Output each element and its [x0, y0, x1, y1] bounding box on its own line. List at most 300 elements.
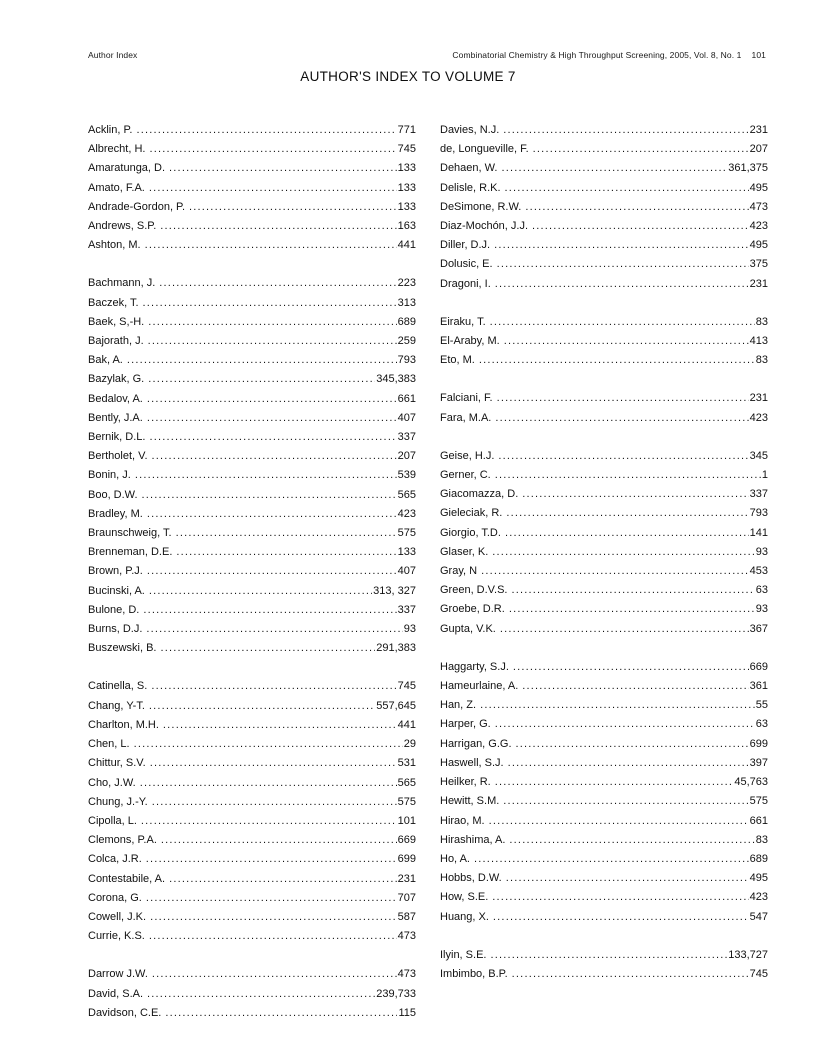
- page-ref: 587: [397, 910, 416, 923]
- dot-leader: [509, 831, 754, 850]
- author-name: Glaser, K.: [440, 545, 489, 558]
- page-ref: 375: [749, 258, 768, 271]
- index-entry: [88, 351, 416, 370]
- author-name: Hirao, M.: [440, 814, 485, 827]
- author-name: Bucinski, A.: [88, 584, 145, 597]
- page-ref: 495: [749, 239, 768, 252]
- author-name: Davidson, C.E.: [88, 1006, 162, 1019]
- index-entry: [88, 812, 416, 831]
- page-ref: 345: [749, 449, 768, 462]
- index-entry: [440, 888, 768, 907]
- index-entry: [88, 870, 416, 889]
- author-name: Bachmann, J.: [88, 277, 156, 290]
- dot-leader: [176, 543, 396, 562]
- dot-leader: [492, 888, 748, 907]
- dot-leader: [522, 677, 748, 696]
- author-group: [440, 946, 768, 984]
- index-entry: [440, 831, 768, 850]
- index-entry: [88, 409, 416, 428]
- author-name: Green, D.V.S.: [440, 584, 508, 597]
- dot-leader: [506, 869, 749, 888]
- dot-leader: [146, 620, 402, 639]
- dot-leader: [152, 447, 397, 466]
- dot-leader: [505, 524, 749, 543]
- page-ref: 557,645: [376, 699, 416, 712]
- page-ref: 495: [749, 872, 768, 885]
- dot-leader: [147, 562, 397, 581]
- index-entry: [440, 965, 768, 984]
- index-entry: [440, 140, 768, 159]
- page-ref: 473: [397, 968, 416, 981]
- author-name: Harrigan, G.G.: [440, 737, 512, 750]
- author-name: Amato, F.A.: [88, 181, 145, 194]
- author-name: Hewitt, S.M.: [440, 795, 500, 808]
- page-ref: 83: [755, 354, 768, 367]
- dot-leader: [150, 908, 397, 927]
- author-name: Giacomazza, D.: [440, 488, 519, 501]
- author-name: Amaratunga, D.: [88, 162, 166, 175]
- author-name: Colca, J.R.: [88, 853, 142, 866]
- page-ref: 313, 327: [373, 584, 416, 597]
- dot-leader: [516, 735, 749, 754]
- author-name: Dehaen, W.: [440, 162, 498, 175]
- index-entry: [440, 869, 768, 888]
- dot-leader: [146, 850, 397, 869]
- dot-leader: [169, 159, 397, 178]
- author-name: How, S.E.: [440, 891, 489, 904]
- page-ref: 539: [397, 469, 416, 482]
- page-ref: 689: [397, 315, 416, 328]
- page-ref: 83: [755, 315, 768, 328]
- author-name: Buszewski, B.: [88, 642, 157, 655]
- author-name: Diller, D.J.: [440, 239, 491, 252]
- index-entry: [88, 985, 416, 1004]
- index-entry: [88, 524, 416, 543]
- index-entry: [88, 965, 416, 984]
- dot-leader: [152, 965, 397, 984]
- page-ref: 423: [749, 220, 768, 233]
- dot-leader: [498, 447, 748, 466]
- author-group: [440, 121, 768, 294]
- dot-leader: [142, 486, 397, 505]
- index-entry: [440, 198, 768, 217]
- index-entry: [88, 831, 416, 850]
- page-ref: 115: [398, 1006, 416, 1019]
- index-entry: [88, 198, 416, 217]
- index-entry: [88, 601, 416, 620]
- author-name: Heilker, R.: [440, 776, 491, 789]
- index-entry: [440, 466, 768, 485]
- index-entry: [88, 313, 416, 332]
- index-entry: [440, 236, 768, 255]
- dot-leader: [143, 601, 396, 620]
- dot-leader: [165, 1004, 397, 1023]
- page-ref: 63: [755, 718, 768, 731]
- author-group: [440, 313, 768, 371]
- page-ref: 337: [749, 488, 768, 501]
- page-ref: 407: [397, 565, 416, 578]
- page-number: 101: [751, 50, 766, 60]
- dot-leader: [511, 581, 754, 600]
- dot-leader: [150, 754, 397, 773]
- index-entry: [88, 332, 416, 351]
- index-entry: [440, 313, 768, 332]
- dot-leader: [513, 658, 749, 677]
- author-name: Bertholet, V.: [88, 450, 148, 463]
- dot-leader: [495, 715, 755, 734]
- page-ref: 793: [749, 507, 768, 520]
- dot-leader: [189, 198, 397, 217]
- index-entry: [440, 524, 768, 543]
- author-name: Hirashima, A.: [440, 833, 506, 846]
- dot-leader: [495, 466, 761, 485]
- index-entry: [440, 908, 768, 927]
- index-entry: [440, 447, 768, 466]
- page-ref: 291,383: [376, 642, 416, 655]
- index-entry: [440, 121, 768, 140]
- dot-leader: [522, 485, 748, 504]
- author-name: DeSimone, R.W.: [440, 200, 522, 213]
- index-entry: [440, 946, 768, 965]
- page-ref: 423: [749, 411, 768, 424]
- page-ref: 407: [397, 411, 416, 424]
- author-name: Dolusic, E.: [440, 258, 493, 271]
- dot-leader: [489, 812, 749, 831]
- dot-leader: [149, 428, 396, 447]
- page-ref: 413: [749, 335, 768, 348]
- index-entry: [88, 428, 416, 447]
- author-name: Acklin, P.: [88, 124, 133, 136]
- index-entry: [88, 793, 416, 812]
- index-entry: [88, 294, 416, 313]
- dot-leader: [163, 716, 397, 735]
- index-entry: [440, 715, 768, 734]
- index-entry: [88, 677, 416, 696]
- author-name: Bently, J.A.: [88, 411, 143, 424]
- author-name: Albrecht, H.: [88, 143, 146, 156]
- author-name: Bak, A.: [88, 354, 123, 367]
- page-ref: 699: [749, 737, 768, 750]
- author-name: Charlton, M.H.: [88, 718, 159, 731]
- running-head-section: Author Index: [88, 50, 138, 60]
- index-entry: [88, 159, 416, 178]
- dot-leader: [490, 313, 755, 332]
- page-ref: 231: [749, 392, 768, 405]
- dot-leader: [149, 697, 375, 716]
- index-entry: [440, 543, 768, 562]
- page-ref: 29: [403, 738, 416, 751]
- page-ref: 669: [397, 834, 416, 847]
- dot-leader: [503, 792, 748, 811]
- author-name: Ho, A.: [440, 852, 470, 865]
- dot-leader: [147, 390, 397, 409]
- dot-leader: [135, 466, 397, 485]
- page-ref: 337: [397, 603, 416, 616]
- dot-leader: [152, 793, 397, 812]
- index-entry: [440, 389, 768, 408]
- index-entry: [88, 140, 416, 159]
- author-name: Giorgio, T.D.: [440, 526, 501, 539]
- page-ref: 345,383: [376, 373, 416, 386]
- dot-leader: [512, 965, 749, 984]
- author-group: [440, 658, 768, 927]
- index-entry: [440, 485, 768, 504]
- page-ref: 133: [397, 200, 416, 213]
- index-column-right: [440, 121, 768, 1023]
- dot-leader: [501, 159, 727, 178]
- author-name: Chang, Y-T.: [88, 699, 145, 712]
- page-ref: 441: [397, 239, 416, 252]
- index-entry: [88, 466, 416, 485]
- dot-leader: [495, 275, 749, 294]
- author-name: Chung, J.-Y.: [88, 795, 148, 808]
- page-ref: 93: [755, 545, 768, 558]
- page-ref: 239,733: [376, 987, 416, 1000]
- page-ref: 83: [755, 833, 768, 846]
- dot-leader: [134, 735, 403, 754]
- author-group: [440, 447, 768, 639]
- page-ref: 45,763: [734, 776, 768, 789]
- page-ref: 575: [397, 527, 416, 540]
- dot-leader: [149, 179, 397, 198]
- author-group: [440, 389, 768, 427]
- dot-leader: [148, 313, 396, 332]
- author-group: [88, 965, 416, 1023]
- page-ref: 745: [749, 967, 768, 980]
- author-name: El-Araby, M.: [440, 335, 500, 348]
- index-entry: [88, 774, 416, 793]
- dot-leader: [494, 236, 749, 255]
- author-name: Falciani, F.: [440, 392, 493, 405]
- page-ref: 207: [397, 450, 416, 463]
- page-ref: 63: [755, 584, 768, 597]
- page-ref: 361: [749, 680, 768, 693]
- author-name: Gerner, C.: [440, 469, 491, 482]
- page-ref: 55: [755, 699, 768, 712]
- journal-citation: Combinatorial Chemistry & High Throughput Screening, 2005, Vol. 8, No. 1: [452, 50, 742, 60]
- dot-leader: [141, 812, 397, 831]
- page-ref: 133: [397, 162, 416, 175]
- author-name: Bazylak, G.: [88, 373, 145, 386]
- index-entry: [88, 716, 416, 735]
- author-name: Bedalov, A.: [88, 392, 143, 405]
- page-ref: 661: [397, 392, 416, 405]
- dot-leader: [481, 562, 749, 581]
- index-entry: [88, 562, 416, 581]
- dot-leader: [143, 294, 397, 313]
- dot-leader: [506, 504, 748, 523]
- index-entry: [88, 486, 416, 505]
- author-name: Haggarty, S.J.: [440, 660, 509, 673]
- author-name: Davies, N.J.: [440, 124, 500, 136]
- index-columns: [88, 121, 768, 1023]
- author-name: Bradley, M.: [88, 507, 143, 520]
- index-entry: [88, 889, 416, 908]
- index-entry: [88, 390, 416, 409]
- author-name: Gupta, V.K.: [440, 622, 496, 635]
- dot-leader: [495, 409, 748, 428]
- running-head-journal: [452, 50, 766, 60]
- dot-leader: [147, 409, 397, 428]
- page-ref: 689: [749, 852, 768, 865]
- index-entry: [440, 275, 768, 294]
- index-entry: [88, 447, 416, 466]
- index-column-left: [88, 121, 416, 1023]
- dot-leader: [147, 985, 375, 1004]
- author-name: Bonin, J.: [88, 469, 131, 482]
- author-name: Brenneman, D.E.: [88, 546, 173, 559]
- page-ref: 473: [749, 200, 768, 213]
- author-name: Chittur, S.V.: [88, 757, 146, 770]
- index-entry: [440, 351, 768, 370]
- author-name: Cipolla, L.: [88, 814, 137, 827]
- page-ref: 133: [397, 546, 416, 559]
- page-ref: 231: [749, 124, 768, 136]
- page-ref: 337: [397, 431, 416, 444]
- author-name: Fara, M.A.: [440, 411, 492, 424]
- dot-leader: [495, 773, 734, 792]
- dot-leader: [160, 639, 375, 658]
- index-entry: [88, 121, 416, 140]
- index-entry: [440, 581, 768, 600]
- index-entry: [440, 792, 768, 811]
- dot-leader: [480, 696, 755, 715]
- author-name: Bernik, D.L.: [88, 431, 146, 444]
- author-name: Contestabile, A.: [88, 872, 166, 885]
- index-entry: [440, 850, 768, 869]
- author-name: Geise, H.J.: [440, 449, 495, 462]
- page-ref: 745: [397, 680, 416, 693]
- index-entry: [440, 620, 768, 639]
- index-entry: [440, 754, 768, 773]
- page-ref: 793: [397, 354, 416, 367]
- author-name: Baczek, T.: [88, 296, 139, 309]
- index-entry: [88, 1004, 416, 1023]
- index-entry: [88, 217, 416, 236]
- page-ref: 163: [397, 220, 416, 233]
- author-name: Delisle, R.K.: [440, 181, 501, 194]
- author-group: [88, 677, 416, 946]
- page-ref: 745: [397, 143, 416, 156]
- author-name: Baek, S,-H.: [88, 315, 145, 328]
- author-name: Brown, P.J.: [88, 565, 143, 578]
- index-entry: [440, 677, 768, 696]
- index-entry: [88, 236, 416, 255]
- index-entry: [88, 639, 416, 658]
- author-name: Bulone, D.: [88, 603, 140, 616]
- author-name: Currie, K.S.: [88, 930, 145, 943]
- dot-leader: [145, 236, 397, 255]
- author-name: Cho, J.W.: [88, 776, 136, 789]
- page-ref: 547: [749, 910, 768, 923]
- page-ref: 313: [397, 296, 416, 309]
- author-name: Darrow J.W.: [88, 968, 148, 981]
- index-entry: [440, 600, 768, 619]
- author-name: David, S.A.: [88, 987, 144, 1000]
- page-ref: 133: [397, 181, 416, 194]
- page-ref: 367: [749, 622, 768, 635]
- page-ref: 575: [749, 795, 768, 808]
- dot-leader: [127, 351, 397, 370]
- author-name: Ilyin, S.E.: [440, 948, 487, 961]
- page-ref: 223: [397, 277, 416, 290]
- author-name: Cowell, J.K.: [88, 910, 147, 923]
- index-entry: [88, 754, 416, 773]
- dot-leader: [505, 179, 749, 198]
- dot-leader: [497, 389, 749, 408]
- index-entry: [440, 255, 768, 274]
- dot-leader: [148, 332, 397, 351]
- author-group: [88, 274, 416, 658]
- author-name: Boo, D.W.: [88, 488, 138, 501]
- author-name: Gieleciak, R.: [440, 507, 503, 520]
- dot-leader: [525, 198, 748, 217]
- dot-leader: [533, 140, 749, 159]
- author-name: Harper, G.: [440, 718, 491, 731]
- index-entry: [88, 179, 416, 198]
- index-entry: [88, 850, 416, 869]
- dot-leader: [169, 870, 397, 889]
- author-name: Andrews, S.P.: [88, 220, 157, 233]
- dot-leader: [149, 927, 397, 946]
- index-entry: [88, 697, 416, 716]
- author-name: de, Longueville, F.: [440, 143, 529, 156]
- author-name: Imbimbo, B.P.: [440, 967, 508, 980]
- index-entry: [88, 927, 416, 946]
- page-ref: 93: [755, 603, 768, 616]
- index-entry: [440, 812, 768, 831]
- author-name: Gray, N: [440, 565, 478, 578]
- index-entry: [440, 159, 768, 178]
- author-name: Braunschweig, T.: [88, 527, 172, 540]
- dot-leader: [492, 543, 754, 562]
- dot-leader: [504, 332, 749, 351]
- page-ref: 565: [397, 488, 416, 501]
- index-entry: [440, 332, 768, 351]
- page-ref: 361,375: [728, 162, 768, 175]
- page-ref: 93: [403, 623, 416, 636]
- page-ref: 231: [397, 872, 416, 885]
- author-name: Haswell, S.J.: [440, 756, 504, 769]
- page-title: AUTHOR'S INDEX TO VOLUME 7: [300, 69, 516, 84]
- dot-leader: [146, 889, 397, 908]
- page-ref: 1: [761, 469, 768, 482]
- index-entry: [440, 696, 768, 715]
- page-ref: 531: [397, 757, 416, 770]
- author-name: Chen, L.: [88, 738, 130, 751]
- index-entry: [88, 735, 416, 754]
- index-entry: [88, 505, 416, 524]
- page-ref: 141: [749, 526, 768, 539]
- page-ref: 575: [397, 795, 416, 808]
- index-entry: [88, 908, 416, 927]
- index-entry: [440, 562, 768, 581]
- index-entry: [440, 735, 768, 754]
- dot-leader: [149, 140, 396, 159]
- page-ref: 669: [749, 660, 768, 673]
- dot-leader: [503, 121, 748, 140]
- page-ref: 495: [749, 181, 768, 194]
- index-entry: [440, 409, 768, 428]
- author-name: Eiraku, T.: [440, 315, 486, 328]
- dot-leader: [500, 620, 749, 639]
- index-entry: [88, 370, 416, 389]
- index-entry: [440, 217, 768, 236]
- dot-leader: [532, 217, 749, 236]
- dot-leader: [136, 121, 396, 140]
- dot-leader: [161, 831, 397, 850]
- author-name: Ashton, M.: [88, 239, 141, 252]
